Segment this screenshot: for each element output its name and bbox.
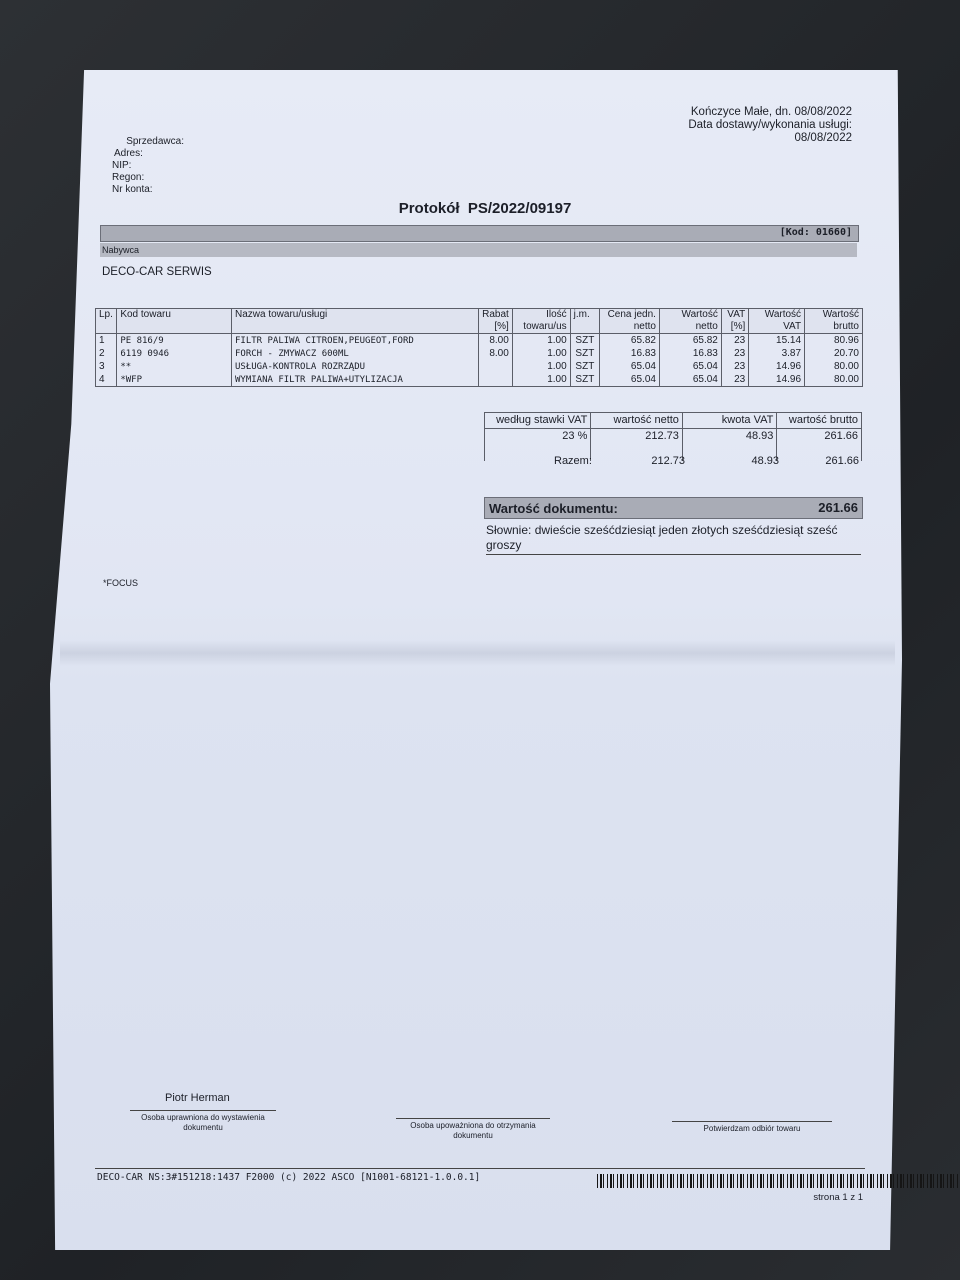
cell-discount <box>478 360 512 373</box>
cell-discount: 8.00 <box>478 347 512 360</box>
regon-label: Regon: <box>112 172 145 183</box>
cell-net: 65.04 <box>659 360 721 373</box>
cell-lp: 3 <box>96 360 117 373</box>
col-unit: j.m. <box>570 309 599 334</box>
cell-vat-rate: 23 <box>721 373 748 387</box>
nip-label: NIP: <box>112 160 132 171</box>
vat-gross: 261.66 <box>777 429 862 462</box>
issuer-signature <box>130 1110 276 1133</box>
seller-block <box>112 136 184 196</box>
buyer-bar <box>100 243 857 257</box>
vat-summary-table <box>484 412 862 461</box>
cell-unit-price: 65.04 <box>600 373 660 387</box>
table-row <box>96 334 863 348</box>
cell-qty: 1.00 <box>512 360 570 373</box>
delivery-label: Data dostawy/wykonania usługi: <box>688 119 852 131</box>
vat-col-vat: kwota VAT <box>682 413 776 429</box>
cell-code: 6119 0946 <box>117 347 232 360</box>
confirm-signature <box>672 1121 832 1134</box>
buyer-label: Nabywca <box>102 245 140 255</box>
cell-discount: 8.00 <box>478 334 512 348</box>
vat-net: 212.73 <box>591 429 683 462</box>
seller-label: Sprzedawca: <box>126 136 184 147</box>
place-date: Kończyce Małe, dn. 08/08/2022 <box>690 106 852 118</box>
col-net: Wartość netto <box>659 309 721 334</box>
vat-col-net: wartość netto <box>591 413 683 429</box>
receiver-signature <box>396 1118 550 1141</box>
document-code: [Kod: 01660] <box>779 227 852 238</box>
paper-fold <box>60 640 895 666</box>
col-vat: Wartość VAT <box>749 309 805 334</box>
cell-vat-rate: 23 <box>721 347 748 360</box>
cell-net: 65.04 <box>659 373 721 387</box>
document-title: Protokół PS/2022/09197 <box>398 200 572 217</box>
footer <box>95 1168 865 1203</box>
barcode <box>597 1174 959 1188</box>
document-value-bar <box>484 497 863 519</box>
table-row <box>96 347 863 360</box>
table-row <box>96 373 863 387</box>
header-dates <box>688 106 852 145</box>
col-code: Kod towaru <box>117 309 232 334</box>
vat-col-rate: według stawki VAT <box>485 413 591 429</box>
col-lp: Lp. <box>96 309 117 334</box>
cell-unit-price: 65.82 <box>600 334 660 348</box>
cell-net: 16.83 <box>659 347 721 360</box>
cell-code: PE 816/9 <box>117 334 232 348</box>
items-header-row <box>96 309 863 334</box>
cell-vat-rate: 23 <box>721 360 748 373</box>
cell-name: FILTR PALIWA CITROEN,PEUGEOT,FORD <box>232 334 479 348</box>
vat-amount: 48.93 <box>682 429 776 462</box>
cell-unit-price: 16.83 <box>600 347 660 360</box>
address-label: Adres: <box>114 148 143 159</box>
issuer-name: Piotr Herman <box>165 1092 230 1104</box>
col-gross: Wartość brutto <box>805 309 863 334</box>
cell-gross: 80.00 <box>805 373 863 387</box>
total-label: Razem: <box>554 455 592 467</box>
cell-qty: 1.00 <box>512 347 570 360</box>
receiver-caption: Osoba upoważniona do otrzymania dokumentu <box>410 1121 536 1140</box>
cell-lp: 2 <box>96 347 117 360</box>
page-number: strona 1 z 1 <box>813 1192 863 1203</box>
cell-name: FORCH - ZMYWACZ 600ML <box>232 347 479 360</box>
issuer-caption: Osoba uprawniona do wystawienia dokumentu <box>141 1113 265 1132</box>
cell-code: ** <box>117 360 232 373</box>
cell-vat: 14.96 <box>749 373 805 387</box>
col-discount: Rabat [%] <box>478 309 512 334</box>
cell-unit: SZT <box>570 373 599 387</box>
col-name: Nazwa towaru/usługi <box>232 309 479 334</box>
vat-col-gross: wartość brutto <box>777 413 862 429</box>
cell-gross: 80.96 <box>805 334 863 348</box>
note: *FOCUS <box>103 578 139 588</box>
table-row <box>96 360 863 373</box>
cell-vat-rate: 23 <box>721 334 748 348</box>
code-bar <box>100 225 859 242</box>
cell-vat: 15.14 <box>749 334 805 348</box>
cell-code: *WFP <box>117 373 232 387</box>
cell-vat: 14.96 <box>749 360 805 373</box>
cell-unit: SZT <box>570 334 599 348</box>
cell-lp: 4 <box>96 373 117 387</box>
cell-lp: 1 <box>96 334 117 348</box>
col-vat-rate: VAT [%] <box>721 309 748 334</box>
vat-header-row <box>485 413 862 429</box>
cell-discount <box>478 373 512 387</box>
total-net: 212.73 <box>651 455 685 467</box>
total-vat: 48.93 <box>751 455 779 467</box>
confirm-caption: Potwierdzam odbiór towaru <box>703 1124 801 1133</box>
cell-unit-price: 65.04 <box>600 360 660 373</box>
cell-qty: 1.00 <box>512 334 570 348</box>
cell-unit: SZT <box>570 347 599 360</box>
account-label: Nr konta: <box>112 184 153 195</box>
col-qty: Ilość towaru/us <box>512 309 570 334</box>
cell-gross: 80.00 <box>805 360 863 373</box>
vat-rate: 23 % <box>485 429 591 462</box>
cell-name: WYMIANA FILTR PALIWA+UTYLIZACJA <box>232 373 479 387</box>
delivery-date: 08/08/2022 <box>794 132 852 144</box>
amount-in-words: Słownie: dwieście sześćdziesiąt jeden złotych sześćdziesiąt sześć groszy <box>486 523 861 555</box>
cell-net: 65.82 <box>659 334 721 348</box>
cell-gross: 20.70 <box>805 347 863 360</box>
items-table <box>95 308 863 387</box>
total-gross: 261.66 <box>825 455 859 467</box>
col-unit-price: Cena jedn. netto <box>600 309 660 334</box>
document-value-label: Wartość dokumentu: <box>489 501 618 516</box>
document-value: 261.66 <box>818 500 858 515</box>
cell-qty: 1.00 <box>512 373 570 387</box>
cell-unit: SZT <box>570 360 599 373</box>
buyer-name: DECO-CAR SERWIS <box>102 266 212 278</box>
cell-name: USŁUGA-KONTROLA ROZRZĄDU <box>232 360 479 373</box>
cell-vat: 3.87 <box>749 347 805 360</box>
footer-text: DECO-CAR NS:3#151218:1437 F2000 (c) 2022 ASCO [N1001-68121-1.0.0.1] <box>97 1172 481 1183</box>
